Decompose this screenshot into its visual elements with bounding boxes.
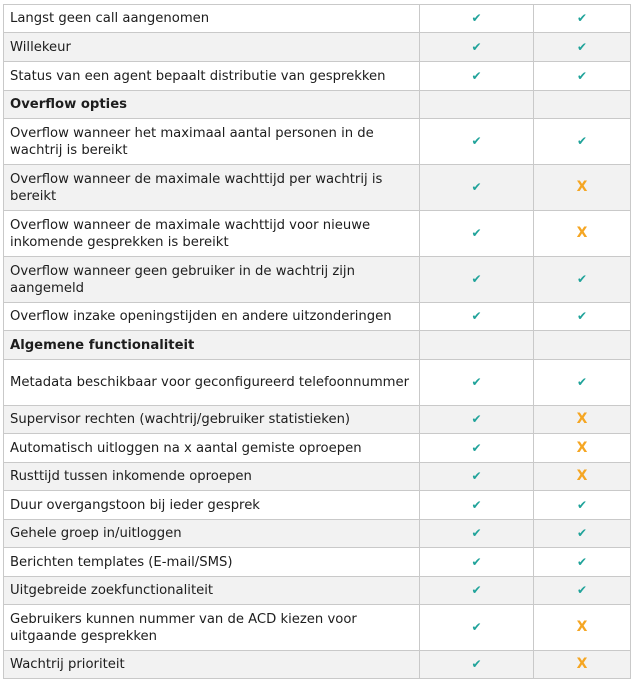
- check-icon: ✔: [471, 469, 482, 483]
- check-icon: ✔: [471, 180, 482, 194]
- feature-label: Automatisch uitloggen na x aantal gemiste oproepen: [4, 434, 420, 463]
- cross-icon: X: [576, 411, 588, 427]
- feature-label: Overflow wanneer de maximale wachttijd per wachtrij is bereikt: [4, 165, 420, 211]
- table-row: [4, 360, 631, 406]
- table-row: [4, 165, 631, 211]
- table-row: [4, 406, 631, 434]
- cross-icon: X: [576, 619, 588, 635]
- feature-label: Overflow wanneer het maximaal aantal personen in de wachtrij is bereikt: [4, 119, 420, 165]
- table-row: [4, 303, 631, 331]
- check-icon: ✔: [576, 497, 588, 512]
- check-icon: ✔: [576, 554, 588, 569]
- cross-icon: X: [576, 468, 588, 484]
- cross-icon: X: [576, 439, 588, 456]
- table-row: [4, 62, 631, 91]
- table-row: [4, 491, 631, 520]
- check-icon: ✔: [471, 39, 482, 54]
- check-icon: ✔: [471, 68, 482, 83]
- feature-label: Berichten templates (E-mail/SMS): [4, 548, 420, 577]
- table-row: [4, 5, 631, 33]
- check-icon: ✔: [576, 272, 588, 286]
- table-row: [4, 434, 631, 463]
- check-icon: ✔: [576, 11, 588, 25]
- feature-label: Wachtrij prioriteit: [4, 651, 420, 679]
- table-row: [4, 548, 631, 577]
- check-icon: ✔: [471, 620, 482, 634]
- table-row: [4, 577, 631, 605]
- table-row: [4, 463, 631, 491]
- check-icon: ✔: [576, 309, 588, 323]
- check-icon: ✔: [471, 272, 482, 286]
- check-icon: ✔: [576, 39, 588, 54]
- section-header-row: [4, 331, 631, 360]
- table-row: [4, 119, 631, 165]
- section-header-row: [4, 91, 631, 119]
- check-icon: ✔: [471, 497, 482, 512]
- feature-label: Duur overgangstoon bij ieder gesprek: [4, 491, 420, 520]
- cross-icon: X: [576, 656, 588, 672]
- feature-label: Overflow inzake openingstijden en andere uitzonderingen: [4, 303, 420, 331]
- check-icon: ✔: [471, 657, 482, 671]
- check-icon: ✔: [576, 583, 588, 597]
- feature-label: Langst geen call aangenomen: [4, 5, 420, 33]
- empty-cell: [534, 91, 631, 119]
- section-title: Overflow opties: [4, 91, 420, 119]
- check-icon: ✔: [576, 375, 588, 389]
- feature-label: Rusttijd tussen inkomende oproepen: [4, 463, 420, 491]
- feature-label: Gebruikers kunnen nummer van de ACD kiezen voor uitgaande gesprekken: [4, 605, 420, 651]
- check-icon: ✔: [576, 526, 588, 540]
- cross-icon: X: [576, 179, 588, 195]
- table-row: [4, 651, 631, 679]
- check-icon: ✔: [471, 11, 482, 25]
- check-icon: ✔: [471, 583, 482, 597]
- feature-label: Metadata beschikbaar voor geconfigureerd telefoonnummer: [4, 360, 420, 406]
- feature-label: Uitgebreide zoekfunctionaliteit: [4, 577, 420, 605]
- feature-label: Overflow wanneer geen gebruiker in de wachtrij zijn aangemeld: [4, 257, 420, 303]
- cross-icon: X: [576, 225, 588, 241]
- table-row: [4, 33, 631, 62]
- section-title: Algemene functionaliteit: [4, 331, 420, 360]
- check-icon: ✔: [471, 412, 482, 426]
- feature-label: Overflow wanneer de maximale wachttijd voor nieuwe inkomende gesprekken is bereikt: [4, 211, 420, 257]
- feature-label: Gehele groep in/uitloggen: [4, 520, 420, 548]
- feature-label: Willekeur: [4, 33, 420, 62]
- table-row: [4, 211, 631, 257]
- empty-cell: [420, 331, 534, 360]
- table-row: [4, 605, 631, 651]
- check-icon: ✔: [471, 440, 482, 455]
- check-icon: ✔: [471, 309, 482, 323]
- check-icon: ✔: [471, 526, 482, 540]
- feature-comparison-table: [3, 4, 631, 679]
- check-icon: ✔: [576, 134, 588, 148]
- table-row: [4, 257, 631, 303]
- feature-label: Supervisor rechten (wachtrij/gebruiker statistieken): [4, 406, 420, 434]
- check-icon: ✔: [576, 68, 588, 83]
- check-icon: ✔: [471, 554, 482, 569]
- check-icon: ✔: [471, 134, 482, 148]
- empty-cell: [534, 331, 631, 360]
- empty-cell: [420, 91, 534, 119]
- check-icon: ✔: [471, 375, 482, 389]
- check-icon: ✔: [471, 226, 482, 240]
- feature-label: Status van een agent bepaalt distributie van gesprekken: [4, 62, 420, 91]
- table-row: [4, 520, 631, 548]
